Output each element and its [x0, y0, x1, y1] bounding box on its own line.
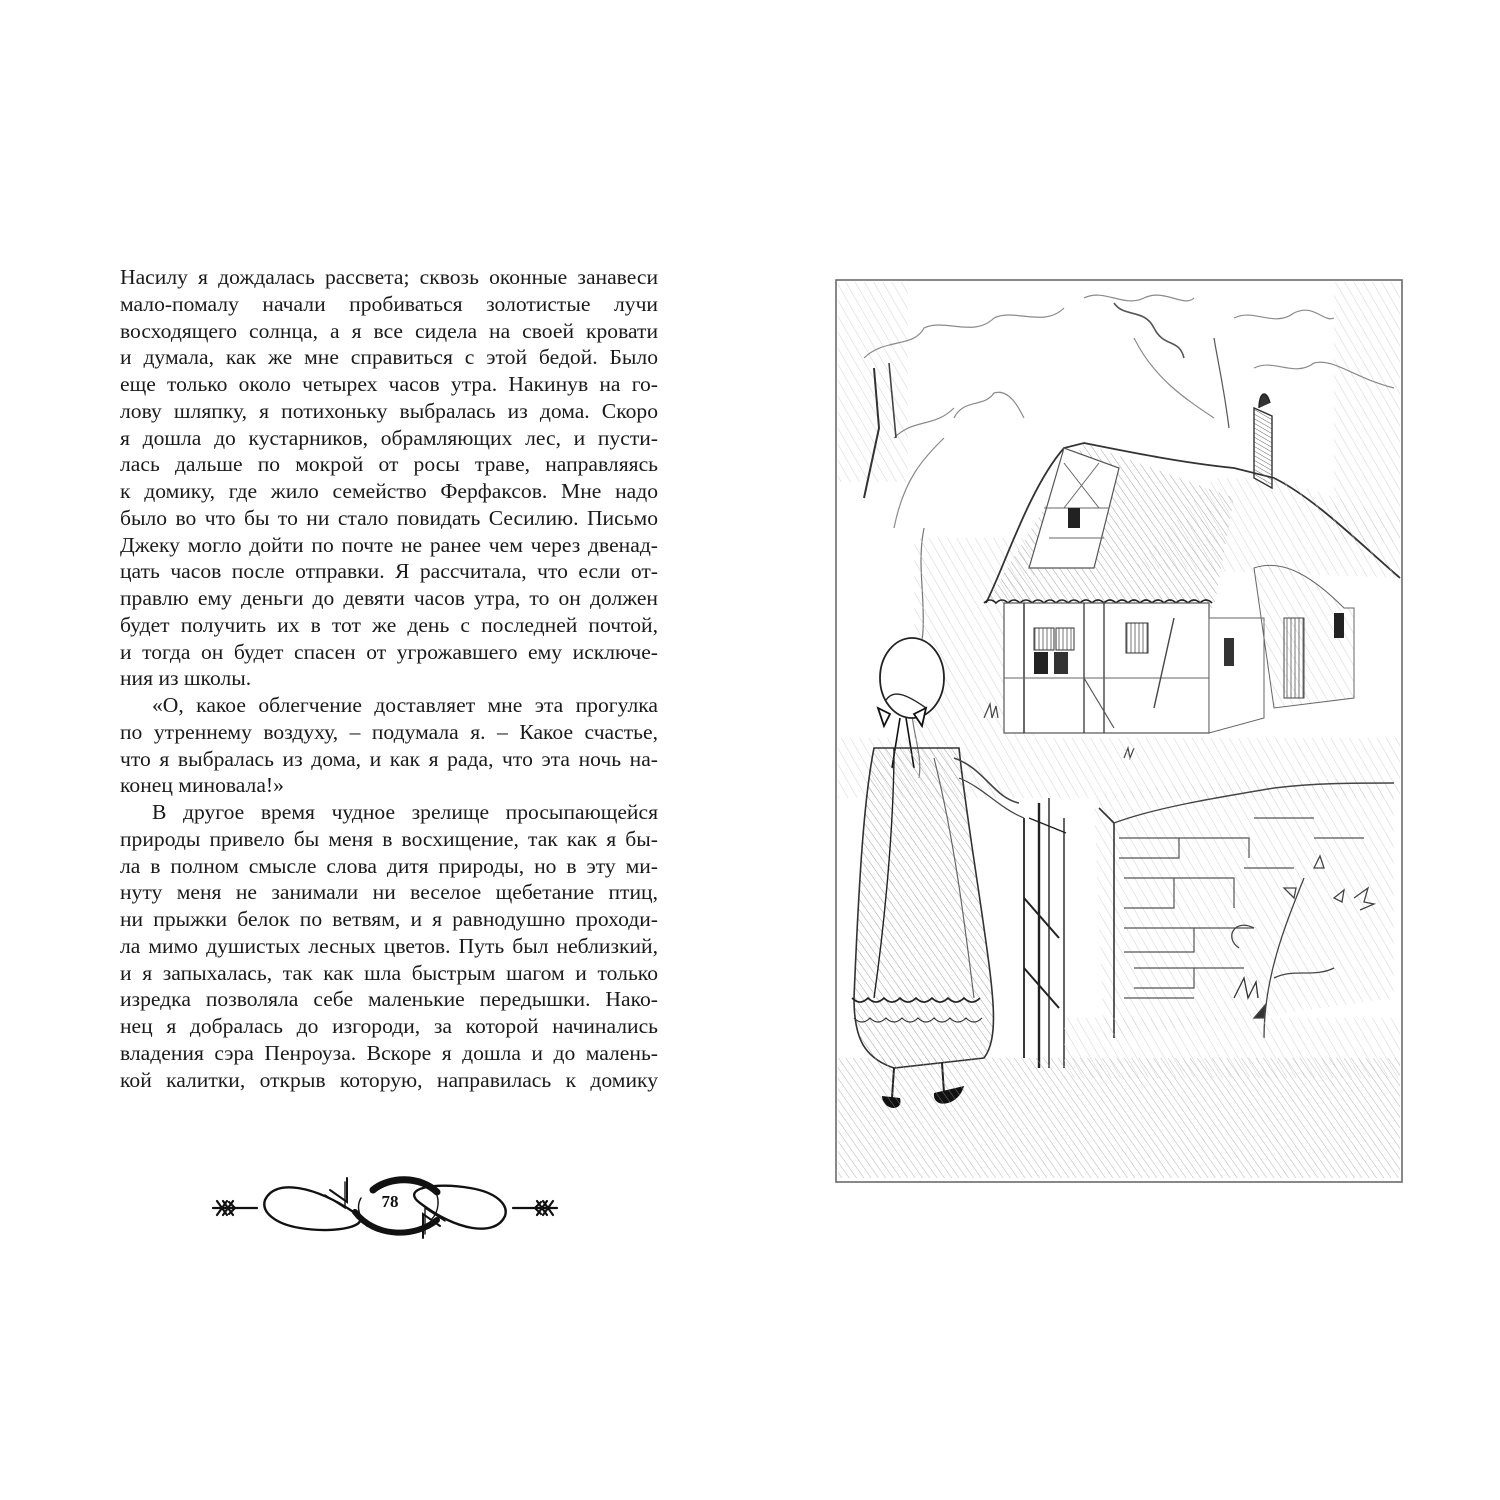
text-line: конец миновала!»: [120, 773, 284, 798]
text-line: мало-помалу начали пробиваться золотистые лучи: [120, 291, 658, 316]
page-number: 78: [381, 1192, 399, 1211]
text-line: и тогда он будет спасен от угрожавшего ему исключе-: [120, 639, 658, 664]
body-text: [120, 264, 658, 1093]
text-line: и я запыхалась, так как шла быстрым шагом и только: [120, 960, 658, 985]
text-line: я дошла до кустарников, обрамляющих лес, и пусти-: [120, 425, 658, 450]
paragraph: [120, 264, 658, 692]
text-line: природы привело бы меня в восхищение, так как я бы-: [120, 826, 658, 851]
text-line: было во что бы то ни стало повидать Сесилию. Письмо: [120, 505, 658, 530]
text-line: нец я добралась до изгороди, за которой начинались: [120, 1014, 658, 1038]
text-line: Насилу я дождалась рассвета; сквозь оконные занавеси: [120, 265, 658, 289]
text-line: изредка позволяла себе маленькие передышки. Нако-: [120, 987, 658, 1012]
text-line: и думала, как же мне справиться с этой бедой. Было: [120, 345, 658, 370]
text-line: ни прыжки белок по ветвям, и я равнодушно проходи-: [120, 907, 658, 931]
text-line: нуту меня не занимали ни веселое щебетание птиц,: [120, 880, 658, 905]
text-line: ла в полном смысле слова дитя природы, но в эту ми-: [120, 853, 658, 878]
page-number-ornament: [205, 1168, 565, 1248]
text-line: цать часов после отправки. Я рассчитала, что если от-: [120, 559, 658, 584]
text-line: лась дальше по мокрой от росы траве, направляясь: [120, 452, 658, 477]
stone-wall: [1094, 778, 1394, 1038]
text-line: еще только около четырех часов утра. Накинув на го-: [120, 372, 658, 396]
paragraph: [120, 799, 658, 1093]
text-line: будет получить их в тот же день с последней почтой,: [120, 612, 658, 637]
text-line: правлю ему деньги до девяти часов утра, то он должен: [120, 586, 658, 610]
pencil-sketch-image: [834, 278, 1404, 1184]
text-line: В другое время чудное зрелище просыпающейся: [152, 800, 658, 824]
cottage-illustration: [834, 278, 1404, 1184]
text-line: по утреннему воздуху, – подумала я. – Какое счастье,: [120, 719, 658, 744]
text-line: что я выбралась из дома, и как я рада, что эта ночь на-: [120, 746, 658, 771]
text-line: Джеку могло дойти по почте не ранее чем через двенад-: [120, 532, 658, 557]
left-arrow-icon: [213, 1201, 257, 1215]
text-line: «О, какое облегчение доставляет мне эта прогулка: [152, 693, 658, 717]
text-line: кой калитки, открыв которую, направилась к домику: [120, 1067, 658, 1092]
text-line: ла мимо душистых лесных цветов. Путь был неблизкий,: [120, 933, 658, 958]
right-arrow-icon: [513, 1201, 557, 1215]
text-line: ния из школы.: [120, 666, 252, 691]
text-line: владения сэра Пенроуза. Вскоре я дошла и до малень-: [120, 1040, 658, 1065]
text-line: к домику, где жило семейство Ферфаксов. Мне надо: [120, 479, 658, 503]
text-line: лову шляпку, я потихоньку выбралась из дома. Скоро: [120, 398, 658, 423]
paragraph: [120, 692, 658, 799]
text-line: восходящего солнца, а я все сидела на своей кровати: [120, 318, 658, 343]
